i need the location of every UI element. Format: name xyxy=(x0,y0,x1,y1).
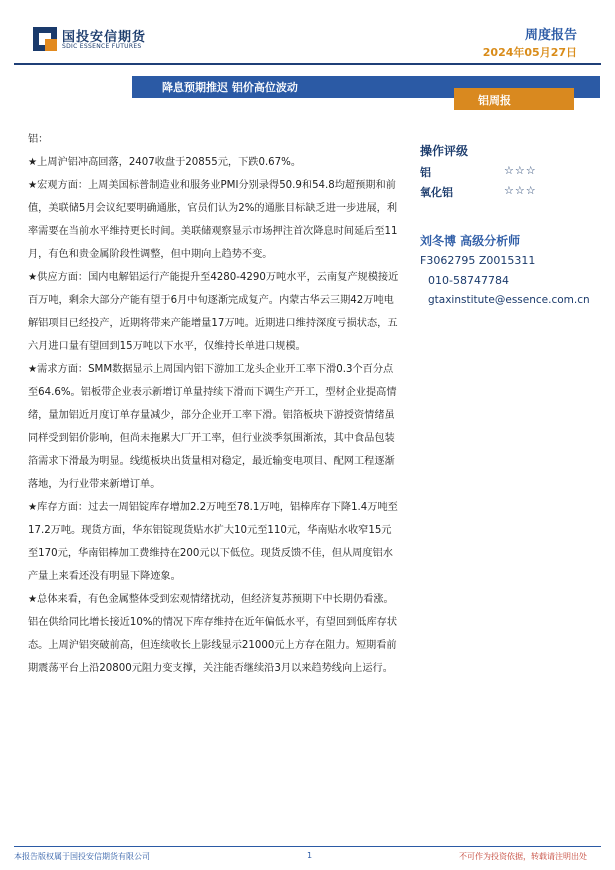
star-rating-icon: ☆☆☆ xyxy=(504,164,537,177)
logo-name-cn: 国投安信期货 xyxy=(62,30,147,45)
section-heading: 铝： xyxy=(28,134,49,145)
paragraph-weekly-price: ★上周沪铝冲高回落，2407收盘于20855元，下跌0.67%。 xyxy=(28,157,302,168)
company-logo xyxy=(32,24,152,60)
report-type: 周度报告 xyxy=(524,28,577,43)
logo-name-en: SDIC ESSENCE FUTURES xyxy=(62,43,142,50)
paragraph-macro: ★宏观方面：上周美国标普制造业和服务业PMI分别录得50.9和54.8均超预期和前值，美联储5月会议纪要明确通胀，官员们认为2%的通胀目标缺乏进一步进展，利率需要在当前水平维持更长时间。美联储观察显示市场押注首次降息时间延后至11月，有色和贵金属阶段性调整，但中期向上趋势不变。 xyxy=(28,180,398,260)
analyst-name: 刘冬博 高级分析师 xyxy=(420,234,521,248)
footer-disclaimer: 不可作为投资依据，转载请注明出处 xyxy=(459,852,587,861)
footer-divider xyxy=(14,846,601,847)
header-divider xyxy=(14,63,601,65)
rating-title: 操作评级 xyxy=(420,144,469,158)
page-number: 1 xyxy=(307,851,313,860)
analyst-email[interactable]: gtaxinstitute@essence.com.cn xyxy=(428,294,590,306)
report-tag-label: 铝周报 xyxy=(478,94,511,107)
analyst-phone: 010-58747784 xyxy=(428,274,509,287)
report-body xyxy=(28,128,400,680)
paragraph-inventory: ★库存方面：过去一周铝锭库存增加2.2万吨至78.1万吨，铝棒库存下降1.4万吨至17.2万吨。现货方面，华东铝锭现货贴水扩大10元至110元，华南贴水收窄15元至170元，华南铝棒加工费维持在200元以下低位。现货反馈不佳，但从周度铝水产量上来看还没有明显下降迹象。 xyxy=(28,502,398,582)
logo-mark-icon xyxy=(32,26,58,52)
footer-copyright: 本报告版权属于国投安信期货有限公司 xyxy=(14,852,150,861)
paragraph-demand: ★需求方面：SMM数据显示上周国内铝下游加工龙头企业开工率下滑0.3个百分点至64.6%。铝板带企业表示新增订单量持续下滑而下调生产开工，型材企业提高情绪，量加铝近月度订单存量减少，部分企业开工率下滑。铝箔板块下游授资情绪虽同样受到铝价影响，但尚未拖累大厂开工率，但行业淡季氛围渐浓，其中食品包装箔需求下滑最为明显。线缆板块出货量相对稳定，最近输变电项目、配网工程逐渐落地，为行业带来新增订单。 xyxy=(28,364,397,490)
report-tag xyxy=(454,88,574,110)
star-rating-icon: ☆☆☆ xyxy=(504,184,537,197)
report-date: 2024年05月27日 xyxy=(482,46,577,59)
analyst-certificate: F3062795 Z0015311 xyxy=(420,254,536,267)
rating-name: 铝 xyxy=(420,166,431,179)
report-title: 降息预期推迟 铝价高位波动 xyxy=(162,81,298,94)
rating-name: 氧化铝 xyxy=(420,186,453,199)
paragraph-summary: ★总体来看，有色金属整体受到宏观情绪扰动，但经济复苏预期下中长期仍看涨。铝在供给同比增长接近10%的情况下库存维持在近年偏低水平，有望回到低库存状态。上周沪铝突破前高，但连续收长上影线显示21000元上方存在阻力。短期看前期震荡平台上沿20800元阻力变支撑，关注能否继续沿3月以来趋势线向上运行。 xyxy=(28,594,398,674)
paragraph-supply: ★供应方面：国内电解铝运行产能提升至4280-4290万吨水平，云南复产规模接近百万吨，剩余大部分产能有望于6月中旬逐渐完成复产。内蒙古华云三期42万吨电解铝项目已经投产，近期将带来产能增量17万吨。近期进口维持深度亏损状态，五六月进口量有望回到15万吨以下水平，仅维持长单进口规模。 xyxy=(28,272,399,352)
